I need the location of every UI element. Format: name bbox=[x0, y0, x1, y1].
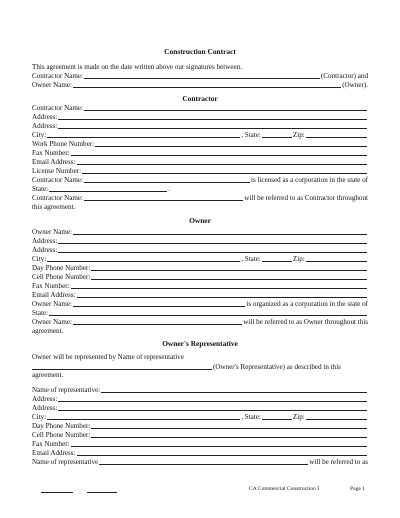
rep-fax-row bbox=[32, 439, 368, 448]
rep-name-field-2[interactable] bbox=[101, 386, 367, 393]
rep-line2-suffix: (Owner's Representative) as described in this bbox=[213, 363, 341, 371]
rep-cell-phone-field[interactable] bbox=[91, 431, 367, 438]
initials-line-1[interactable] bbox=[41, 492, 73, 493]
contractor-state2-label: State: bbox=[32, 185, 49, 193]
owner-ref-end: agreement. bbox=[32, 327, 64, 335]
contractor-license-field[interactable] bbox=[82, 167, 367, 174]
rep-city-row bbox=[32, 412, 368, 421]
rep-name-field[interactable] bbox=[32, 363, 212, 370]
owner-address-field-1[interactable] bbox=[58, 237, 367, 244]
rep-ref-field[interactable] bbox=[99, 458, 308, 465]
owner-state2-label: State: bbox=[32, 309, 49, 317]
rep-zip-field[interactable] bbox=[306, 413, 367, 420]
contractor-state2-field[interactable] bbox=[49, 185, 167, 192]
owner-ref-suffix: will be referred to as Owner throughout this bbox=[243, 318, 368, 326]
owner-cell-phone-label: Cell Phone Number: bbox=[32, 273, 91, 281]
rep-fax-label: Fax Number: bbox=[32, 440, 70, 448]
contractor-zip-field[interactable] bbox=[306, 131, 367, 138]
rep-email-label: Email Address: bbox=[32, 449, 76, 457]
owner-corp-label: Owner Name: bbox=[32, 300, 72, 308]
contractor-fax-label: Fax Number: bbox=[32, 149, 70, 157]
owner-address-row-2 bbox=[32, 245, 368, 254]
rep-state-label: , State: bbox=[241, 413, 261, 421]
intro-text bbox=[32, 62, 368, 71]
owner-day-phone-row bbox=[32, 263, 368, 272]
contractor-address-row-2 bbox=[32, 121, 368, 130]
contractor-address-label: Address: bbox=[32, 113, 58, 121]
contractor-city-field[interactable] bbox=[47, 131, 240, 138]
intro-owner-label: Owner Name: bbox=[32, 81, 72, 89]
rep-day-phone-label: Day Phone Number: bbox=[32, 422, 91, 430]
rep-fax-field[interactable] bbox=[71, 440, 367, 447]
contractor-email-label: Email Address: bbox=[32, 158, 76, 166]
rep-line3-row bbox=[32, 370, 368, 379]
owner-fax-row bbox=[32, 281, 368, 290]
contractor-ref-field[interactable] bbox=[84, 194, 243, 201]
contractor-address-row-1 bbox=[32, 112, 368, 121]
rep-address-field-1[interactable] bbox=[58, 395, 367, 402]
contractor-city-row bbox=[32, 130, 368, 139]
rep-city-field[interactable] bbox=[47, 413, 240, 420]
contractor-name-label: Contractor Name: bbox=[32, 104, 84, 112]
owner-city-label: City: bbox=[32, 255, 47, 263]
contractor-licensed-suffix: is licensed as a corporation in the state of bbox=[250, 176, 368, 184]
owner-day-phone-field[interactable] bbox=[91, 264, 367, 271]
rep-ref-label: Name of representative bbox=[32, 458, 99, 466]
contractor-state-field[interactable] bbox=[262, 131, 292, 138]
rep-state-field[interactable] bbox=[262, 413, 292, 420]
owner-cell-phone-row bbox=[32, 272, 368, 281]
initials-line-2[interactable] bbox=[87, 492, 117, 493]
rep-heading: Owner's Representative bbox=[162, 339, 238, 348]
contractor-licensed-row bbox=[32, 175, 368, 184]
rep-city-label: City: bbox=[32, 413, 47, 421]
intro-line: This agreement is made on the date written above our signatures between. bbox=[32, 63, 242, 71]
contractor-ref-end: this agreement. bbox=[32, 203, 76, 211]
owner-city-row bbox=[32, 254, 368, 263]
contractor-license-row bbox=[32, 166, 368, 175]
intro-contractor-row bbox=[32, 71, 368, 80]
intro-owner-field[interactable] bbox=[73, 81, 341, 88]
owner-state-label: , State: bbox=[241, 255, 261, 263]
contractor-license-label: License Number: bbox=[32, 167, 82, 175]
owner-state-field[interactable] bbox=[262, 255, 292, 262]
owner-name-label: Owner Name: bbox=[32, 228, 72, 236]
owner-heading: Owner bbox=[189, 216, 211, 225]
rep-zip-label: Zip: bbox=[292, 413, 305, 421]
contractor-address-field-2[interactable] bbox=[58, 122, 367, 129]
owner-ref-end-row bbox=[32, 326, 368, 335]
rep-address-field-2[interactable] bbox=[58, 404, 367, 411]
intro-owner-suffix: (Owner). bbox=[342, 81, 368, 89]
footer-page-number: Page 1 bbox=[350, 486, 366, 492]
intro-owner-row bbox=[32, 80, 368, 89]
contractor-state-label: , State: bbox=[241, 131, 261, 139]
intro-contractor-field[interactable] bbox=[84, 72, 320, 79]
owner-name-row bbox=[32, 227, 368, 236]
contractor-work-phone-field[interactable] bbox=[95, 140, 367, 147]
owner-zip-label: Zip: bbox=[292, 255, 305, 263]
contractor-state2-period: . bbox=[168, 185, 170, 193]
rep-line1: Owner will be represented by Name of representative bbox=[32, 353, 184, 361]
intro-contractor-label: Contractor Name: bbox=[32, 72, 84, 80]
contractor-zip-label: Zip: bbox=[292, 131, 305, 139]
intro-contractor-suffix: (Contractor) and bbox=[320, 72, 368, 80]
owner-email-row bbox=[32, 290, 368, 299]
rep-address-row-2 bbox=[32, 403, 368, 412]
contractor-address-field-1[interactable] bbox=[58, 113, 367, 120]
owner-fax-label: Fax Number: bbox=[32, 282, 70, 290]
contractor-state2-row bbox=[32, 184, 368, 193]
owner-state2-row bbox=[32, 308, 368, 317]
contractor-ref-suffix: will be referred to as Contractor throughout bbox=[244, 194, 368, 202]
contractor-licensed-label: Contractor Name: bbox=[32, 176, 84, 184]
rep-day-phone-row bbox=[32, 421, 368, 430]
rep-name-row bbox=[32, 385, 368, 394]
contractor-name-field[interactable] bbox=[84, 104, 367, 111]
owner-email-label: Email Address: bbox=[32, 291, 76, 299]
owner-state2-field[interactable] bbox=[49, 309, 367, 316]
rep-email-row bbox=[32, 448, 368, 457]
contractor-fax-field[interactable] bbox=[71, 149, 367, 156]
owner-name-field[interactable] bbox=[73, 228, 367, 235]
contractor-address-label-2: Address: bbox=[32, 122, 58, 130]
owner-address-row-1 bbox=[32, 236, 368, 245]
owner-ref-field[interactable] bbox=[73, 318, 242, 325]
owner-email-field[interactable] bbox=[77, 291, 367, 298]
owner-corp-field[interactable] bbox=[73, 300, 245, 307]
rep-ref-suffix: will be referred to as bbox=[309, 458, 368, 466]
owner-ref-label: Owner Name: bbox=[32, 318, 72, 326]
rep-line3: agreement. bbox=[32, 371, 64, 379]
page-title: Construction Contract bbox=[164, 47, 236, 56]
owner-fax-field[interactable] bbox=[71, 282, 367, 289]
owner-address-label: Address: bbox=[32, 237, 58, 245]
contractor-licensed-field[interactable] bbox=[84, 176, 250, 183]
rep-line1-row bbox=[32, 352, 368, 361]
rep-name-label: Name of representative: bbox=[32, 386, 101, 394]
contractor-city-label: City: bbox=[32, 131, 47, 139]
owner-address-field-2[interactable] bbox=[58, 246, 367, 253]
rep-cell-phone-row bbox=[32, 430, 368, 439]
footer-doc-name: CA Commercial Construction I bbox=[249, 486, 320, 492]
page-footer bbox=[0, 485, 400, 497]
rep-address-label-2: Address: bbox=[32, 404, 58, 412]
owner-corp-suffix: is organized as a corporation in the state of bbox=[246, 300, 368, 308]
contractor-work-phone-row bbox=[32, 139, 368, 148]
contractor-ref-end-row bbox=[32, 202, 368, 211]
rep-day-phone-field[interactable] bbox=[91, 422, 367, 429]
owner-day-phone-label: Day Phone Number: bbox=[32, 264, 91, 272]
owner-corp-row bbox=[32, 299, 368, 308]
contractor-work-phone-label: Work Phone Number: bbox=[32, 140, 95, 148]
rep-email-field[interactable] bbox=[77, 449, 367, 456]
contractor-heading: Contractor bbox=[182, 94, 218, 103]
rep-address-row-1 bbox=[32, 394, 368, 403]
owner-cell-phone-field[interactable] bbox=[91, 273, 367, 280]
contractor-fax-row bbox=[32, 148, 368, 157]
contractor-ref-label: Contractor Name: bbox=[32, 194, 84, 202]
owner-address-label-2: Address: bbox=[32, 246, 58, 254]
owner-zip-field[interactable] bbox=[306, 255, 367, 262]
contractor-email-field[interactable] bbox=[77, 158, 367, 165]
owner-ref-row bbox=[32, 317, 368, 326]
contractor-name-row bbox=[32, 103, 368, 112]
owner-city-field[interactable] bbox=[47, 255, 240, 262]
rep-cell-phone-label: Cell Phone Number: bbox=[32, 431, 91, 439]
contractor-email-row bbox=[32, 157, 368, 166]
contractor-ref-row bbox=[32, 193, 368, 202]
rep-address-label: Address: bbox=[32, 395, 58, 403]
rep-ref-row bbox=[32, 457, 368, 466]
